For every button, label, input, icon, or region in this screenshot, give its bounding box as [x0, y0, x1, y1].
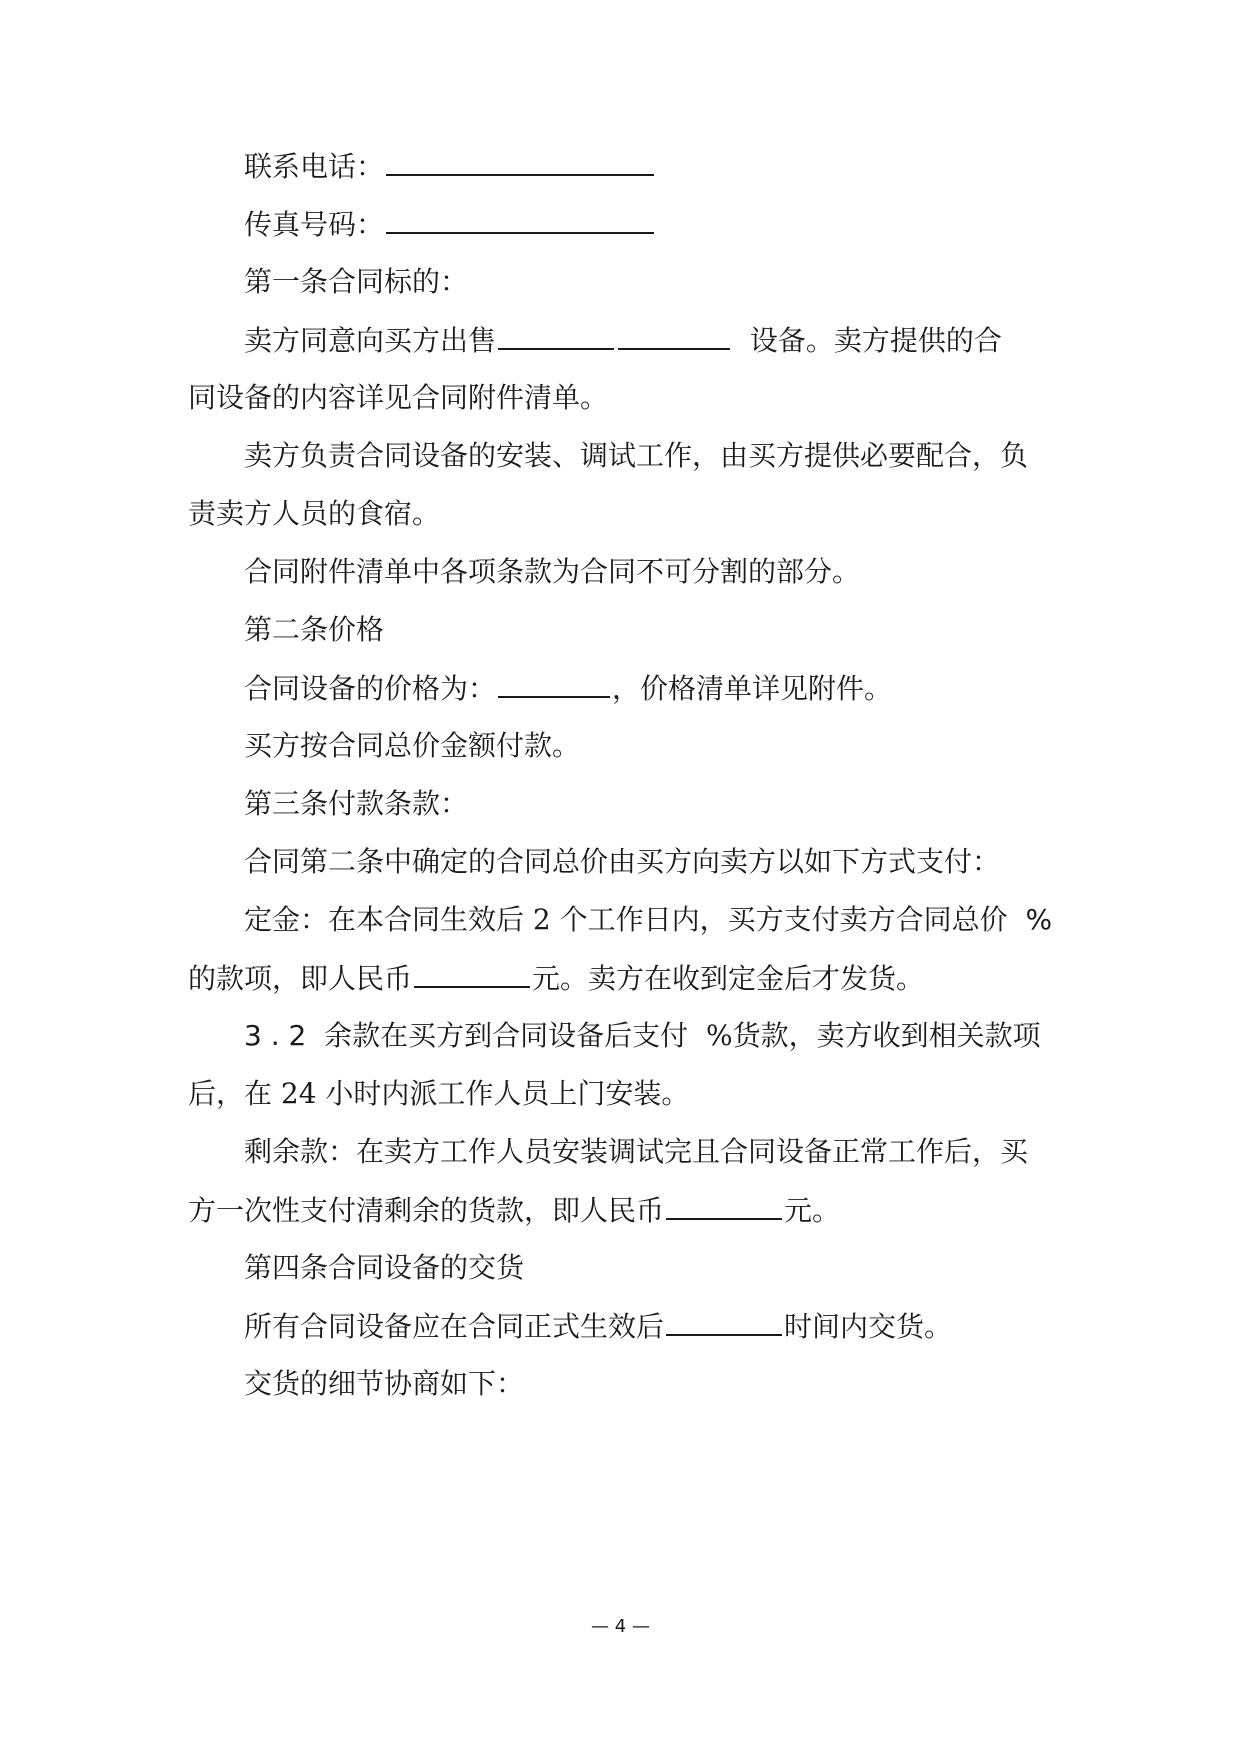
article2-paragraph1 — [244, 668, 892, 708]
article3-paragraph2-line2 — [188, 958, 924, 998]
balance-amount-blank — [666, 1190, 782, 1220]
article1-title: 第一条合同标的： — [244, 265, 469, 298]
article1-paragraph3: 合同附件清单中各项条款为合同不可分割的部分。 — [244, 555, 861, 588]
article4-p1-text-a: 所有合同设备应在合同正式生效后 — [244, 1310, 665, 1343]
delivery-time-blank — [666, 1306, 782, 1336]
article3-p3-text-a: 余款在买方到合同设备后支付 — [324, 1019, 689, 1052]
contact-phone-label: 联系电话： — [244, 150, 385, 183]
article4-paragraph1 — [244, 1306, 952, 1346]
article3-paragraph3-line2: 后，在 24 小时内派工作人员上门安装。 — [188, 1077, 690, 1110]
article3-p3-text-pct: %货款，卖方收到相关款项 — [705, 1019, 1041, 1052]
article3-title: 第三条付款条款： — [244, 787, 469, 820]
fax-label: 传真号码： — [244, 208, 385, 241]
article3-p2-text-b: 的款项，即人民币 — [188, 962, 413, 995]
article4-title: 第四条合同设备的交货 — [244, 1251, 525, 1284]
article2-paragraph2: 买方按合同总价金额付款。 — [244, 729, 581, 762]
price-blank — [498, 668, 610, 698]
article1-paragraph2-line1: 卖方负责合同设备的安装、调试工作，由买方提供必要配合，负 — [244, 439, 1029, 472]
equipment-blank-2 — [618, 320, 730, 350]
deposit-percent-sign: % — [1025, 903, 1053, 936]
equipment-blank-1 — [498, 320, 614, 350]
article3-paragraph4-line1: 剩余款：在卖方工作人员安装调试完且合同设备正常工作后，买 — [244, 1135, 1029, 1168]
article1-p1-text-b: 设备。卖方提供的合 — [749, 324, 1002, 357]
article3-paragraph3-line1 — [244, 1016, 1041, 1056]
article1-paragraph1-line2: 同设备的内容详见合同附件清单。 — [188, 381, 609, 414]
article3-paragraph1: 合同第二条中确定的合同总价由买方向卖方以如下方式支付： — [244, 845, 1001, 878]
article3-paragraph2-line1 — [244, 900, 1052, 940]
article3-p2-text-a: 定金：在本合同生效后 2 个工作日内，买方支付卖方合同总价 — [244, 903, 1008, 936]
article3-paragraph4-line2 — [188, 1190, 840, 1230]
fax-line — [244, 204, 656, 244]
clause-number: 3 . 2 — [244, 1019, 307, 1052]
page-number: — 4 — — [591, 1616, 650, 1637]
contact-phone-line — [244, 146, 656, 186]
contact-phone-blank — [386, 146, 654, 176]
article2-p1-text-b: ，价格清单详见附件。 — [612, 672, 893, 705]
article1-paragraph1-line1 — [244, 320, 1002, 360]
article4-p1-text-b: 时间内交货。 — [784, 1310, 953, 1343]
article3-p2-text-c: 元。卖方在收到定金后才发货。 — [532, 962, 925, 995]
article3-p4-text-b: 方一次性支付清剩余的货款，即人民币 — [188, 1194, 665, 1227]
article1-paragraph2-line2: 责卖方人员的食宿。 — [188, 497, 441, 530]
article4-paragraph2: 交货的细节协商如下： — [244, 1367, 525, 1400]
article1-p1-text-a: 卖方同意向买方出售 — [244, 324, 497, 357]
deposit-amount-blank — [414, 958, 530, 988]
fax-blank — [386, 204, 654, 234]
article2-title: 第二条价格 — [244, 613, 385, 646]
article3-p4-text-c: 元。 — [784, 1194, 841, 1227]
article2-p1-text-a: 合同设备的价格为： — [244, 672, 497, 705]
